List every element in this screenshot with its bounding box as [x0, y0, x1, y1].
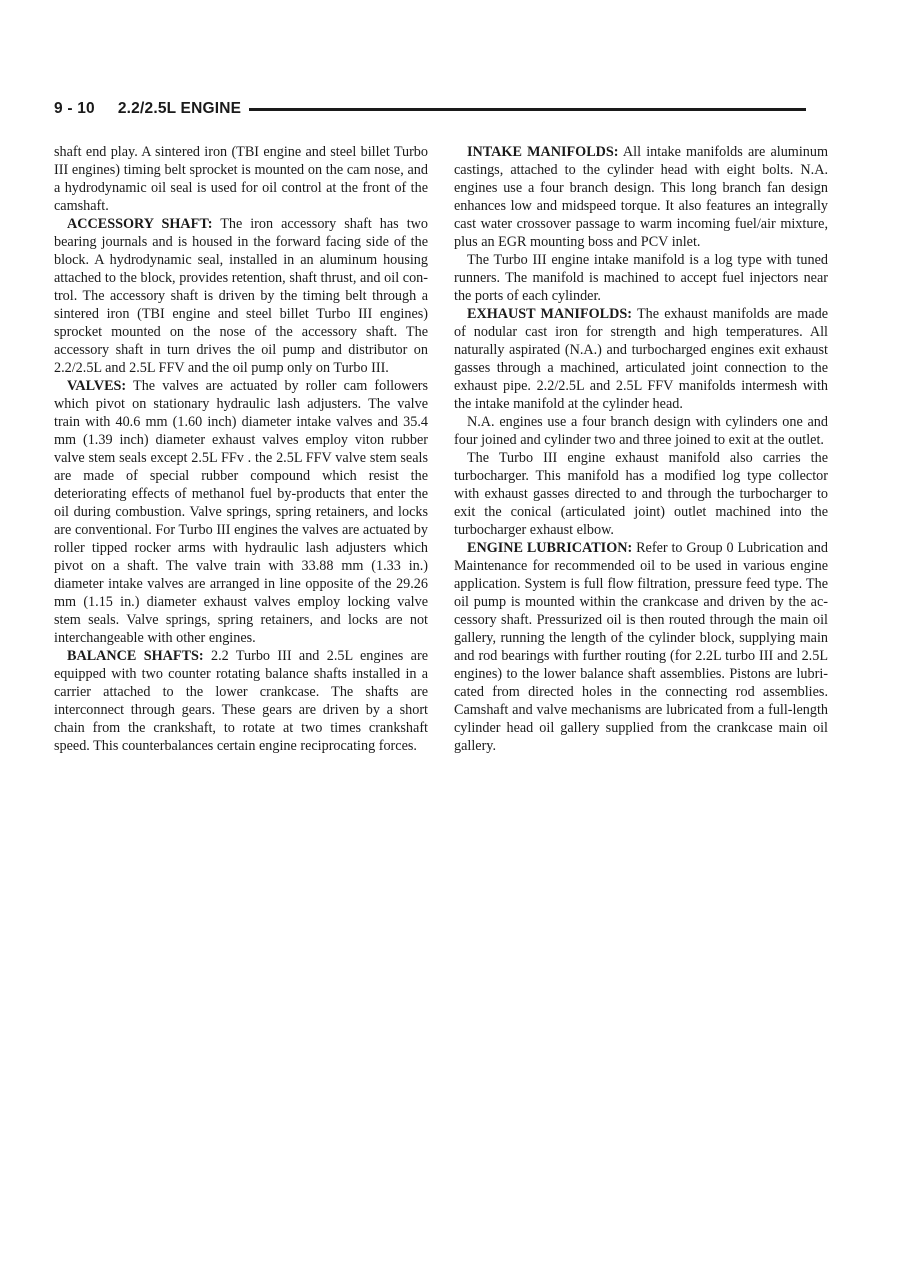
section-title: 2.2/2.5L ENGINE	[117, 100, 242, 117]
paragraph-text: The Turbo III engine exhaust manifold also carries the turbocharger. This manifold has a modified log type collector with exhaust gasses directed to and through the turbocharger to exit the conical (articulated joint) outlet machined into the turbocharger exhaust elbow.	[454, 450, 828, 538]
right-column	[454, 143, 828, 755]
page-header	[54, 97, 806, 121]
paragraph-intake-manifolds	[454, 143, 828, 251]
page-number: 9 - 10	[54, 100, 95, 117]
header-rule	[249, 108, 806, 111]
paragraph-camshaft-continued	[54, 143, 428, 215]
heading-engine-lubrication: ENGINE LUBRICATION:	[467, 540, 633, 556]
paragraph-text: The exhaust manifolds are made of nodular cast iron for strength and high temperatures. All naturally aspirated (N.A.) and turbocharged engines exit exhaust gasses through a machined, articulated joint connection to the exhaust pipe. 2.2/2.5L and 2.5L FFV manifolds intermesh with the intake manifold at the cylinder head.	[454, 306, 828, 412]
heading-exhaust-manifolds: EXHAUST MANIFOLDS:	[467, 306, 632, 322]
paragraph-text: The Turbo III engine intake manifold is a log type with tuned runners. The manifold is machined to accept fuel injectors near the ports of each cylinder.	[454, 252, 828, 304]
paragraph-accessory-shaft	[54, 215, 428, 377]
heading-valves: VALVES:	[67, 378, 127, 394]
paragraph-text: The iron accessory shaft has two bearing journals and is housed in the forward facing side of the block. A hydrodynamic seal, installed in an aluminum housing attached to the block, provides retention, shaft thrust, and oil control. The accessory shaft is driven by the timing belt through a sintered iron (TBI engine and steel billet Turbo III engines) sprocket mounted on the nose of the accessory shaft. The accessory shaft in turn drives the oil pump and distributor on 2.2/2.5L and 2.5L FFV and the oil pump only on Turbo III.	[54, 216, 428, 376]
paragraph-text: 2.2 Turbo III and 2.5L engines are equipped with two counter rotating balance shafts installed in a carrier attached to the lower crankcase. The shafts are interconnect through gears. These gears are driven by a short chain from the crankshaft, to rotate at two times crankshaft speed. This counterbalances certain engine reciprocating forces.	[54, 648, 428, 754]
paragraph-turbo-exhaust	[454, 449, 828, 539]
paragraph-text: The valves are actuated by roller cam followers which pivot on stationary hydraulic lash adjusters. The valve train with 40.6 mm (1.60 inch) diameter intake valves and 35.4 mm (1.39 inch) diameter exhaust valves employ viton rubber valve stem seals except 2.5L FFv . the 2.5L FFV valve stem seals are made of special rubber compound which resist the deteriorating effects of methanol fuel by-products that enter the oil during combustion. Valve springs, spring retainers, and locks are conventional. For Turbo III engines the valves are actuated by roller tipped rocker arms with hydraulic lash adjusters which pivot on a shaft. The valve train with 33.88 mm (1.33 in.) diameter intake valves are arranged in line opposite of the 29.26 mm (1.15 in.) diameter exhaust valves employ locking valve stem seals. Valve springs, spring retainers, and locks are not interchangeable with other engines.	[54, 378, 428, 646]
paragraph-text: Refer to Group 0 Lubrication and Maintenance for recommended oil to be used in various engine application. System is full flow filtration, pressure feed type. The oil pump is mounted within the crankcase and driven by the accessory shaft. Pressurized oil is then routed through the main oil gallery, running the length of the cylinder block, supplying main and rod bearings with further routing (for 2.2L turbo III and 2.5L engines) to the lower balance shaft assemblies. Pistons are lubricated from directed holes in the connecting rod assemblies. Camshaft and valve mechanisms are lubricated from a full-length cylinder head oil gallery supplied from the crankcase main oil gallery.	[454, 540, 828, 754]
paragraph-engine-lubrication	[454, 539, 828, 755]
paragraph-na-exhaust	[454, 413, 828, 449]
paragraph-text: shaft end play. A sintered iron (TBI engine and steel billet Turbo III engines) timing belt sprocket is mounted on the cam nose, and a hydrodynamic oil seal is used for oil control at the front of the camshaft.	[54, 144, 428, 214]
heading-intake-manifolds: INTAKE MANIFOLDS:	[467, 144, 619, 160]
paragraph-balance-shafts	[54, 647, 428, 755]
paragraph-text: N.A. engines use a four branch design with cylinders one and four joined and cylinder two and three joined to exit at the outlet.	[454, 414, 828, 448]
paragraph-turbo-intake	[454, 251, 828, 305]
paragraph-valves	[54, 377, 428, 647]
paragraph-exhaust-manifolds	[454, 305, 828, 413]
left-column	[54, 143, 428, 755]
heading-balance-shafts: BALANCE SHAFTS:	[67, 648, 204, 664]
heading-accessory-shaft: ACCESSORY SHAFT:	[67, 216, 213, 232]
paragraph-text: All intake manifolds are aluminum castings, attached to the cylinder head with eight bolts. N.A. engines use a four branch design. This long branch fan design enhances low and midspeed torque. It also features an integrally cast water crossover passage to warm incoming fuel/air mixture, plus an EGR mounting boss and PCV inlet.	[454, 144, 828, 250]
